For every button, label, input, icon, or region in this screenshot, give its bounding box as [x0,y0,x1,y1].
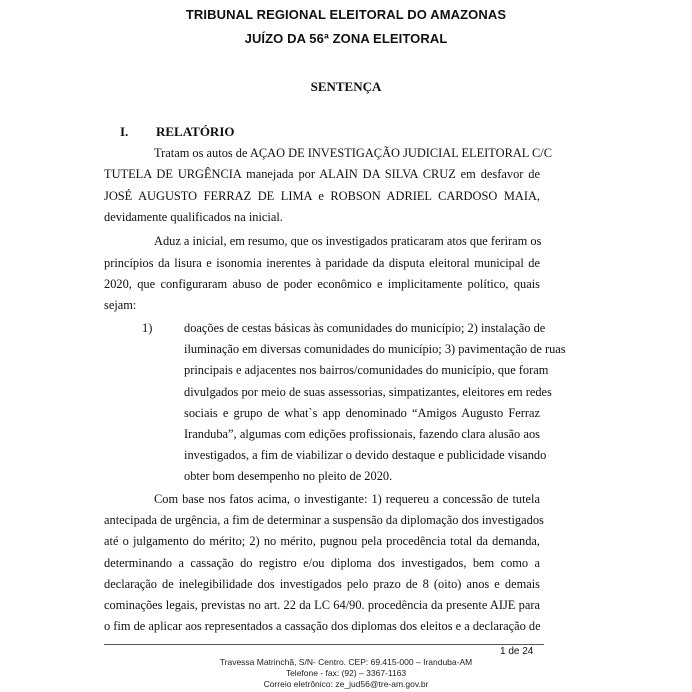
list-item-number: 1) [142,321,153,335]
page-number: 1 de 24 [500,646,534,657]
list-item-line: Iranduba”, algumas com edições profissionais, fazendo clara alusão aos [184,427,540,441]
paragraph-line: Tratam os autos de AÇAO DE INVESTIGAÇÃO JUDICIAL ELEITORAL C/C [154,146,552,160]
paragraph-line: antecipada de urgência, a fim de determinar a suspensão da diplomação dos investigados [104,513,544,527]
paragraph-line: determinando a cassação do registro e/ou diploma dos investigados, bem como a [104,556,540,570]
list-item-line: investigados, a fim de viabilizar o devido destaque e publicidade visando [184,448,547,462]
list-item-line: doações de cestas básicas às comunidades do município; 2) instalação de [184,321,546,335]
section-number: I. [120,124,129,139]
footer-email: Correio eletrônico: ze_jud56@tre-am.gov.br [263,679,429,689]
paragraph-line: sejam: [104,298,137,312]
footer-address: Travessa Matrinchã, S/N- Centro. CEP: 69.415-000 – Iranduba-AM [219,657,473,667]
list-item-line: principais e adjacentes nos bairros/comunidades do município, que foram [184,363,549,377]
footer-phone: Telefone - fax: (92) – 3367-1163 [285,668,407,678]
paragraph-line: o fim de aplicar aos representados a cassação dos diplomas dos eleitos e a declaração de [104,619,541,633]
paragraph-line: princípios da lisura e isonomia inerentes à paridade da disputa eleitoral municipal de [104,256,540,270]
list-item-line: iluminação em diversas comunidades do município; 3) pavimentação de ruas [184,342,566,356]
paragraph-line: 2020, que configuraram abuso de poder econômico e implicitamente político, quais [104,277,540,291]
court-header: TRIBUNAL REGIONAL ELEITORAL DO AMAZONAS [185,7,507,22]
list-item-line: divulgados por meio de suas assessorias, simpatizantes, eleitores em redes [184,385,552,399]
paragraph-line: declaração de inelegibilidade dos investigados pelo prazo de 8 (oito) anos e demais [104,577,540,591]
paragraph-line: Aduz a inicial, em resumo, que os investigados praticaram atos que feriram os [154,234,542,248]
document-title: SENTENÇA [310,79,382,94]
list-item-line: sociais e grupo de what`s app denominado “Amigos Augusto Ferraz [184,406,540,420]
paragraph-line: Com base nos fatos acima, o investigante: 1) requereu a concessão de tutela [154,492,540,506]
list-item-line: obter bom desempenho no pleito de 2020. [184,469,393,483]
section-title: RELATÓRIO [156,124,235,139]
paragraph-line: TUTELA DE URGÊNCIA manejada por ALAIN DA SILVA CRUZ em desfavor de [104,167,540,181]
zone-header: JUÍZO DA 56ª ZONA ELEITORAL [244,31,448,46]
paragraph-line: cominações legais, previstas no art. 22 da LC 64/90. procedência da presente AIJE para [104,598,540,612]
section-heading [120,124,235,140]
footer-divider [104,644,544,645]
paragraph-line: até o julgamento do mérito; 2) no mérito, pugnou pela procedência total da demanda, [104,534,540,548]
paragraph-line: devidamente qualificados na inicial. [104,210,283,224]
paragraph-line: JOSÉ AUGUSTO FERRAZ DE LIMA e ROBSON ADRIEL CARDOSO MAIA, [104,189,540,203]
